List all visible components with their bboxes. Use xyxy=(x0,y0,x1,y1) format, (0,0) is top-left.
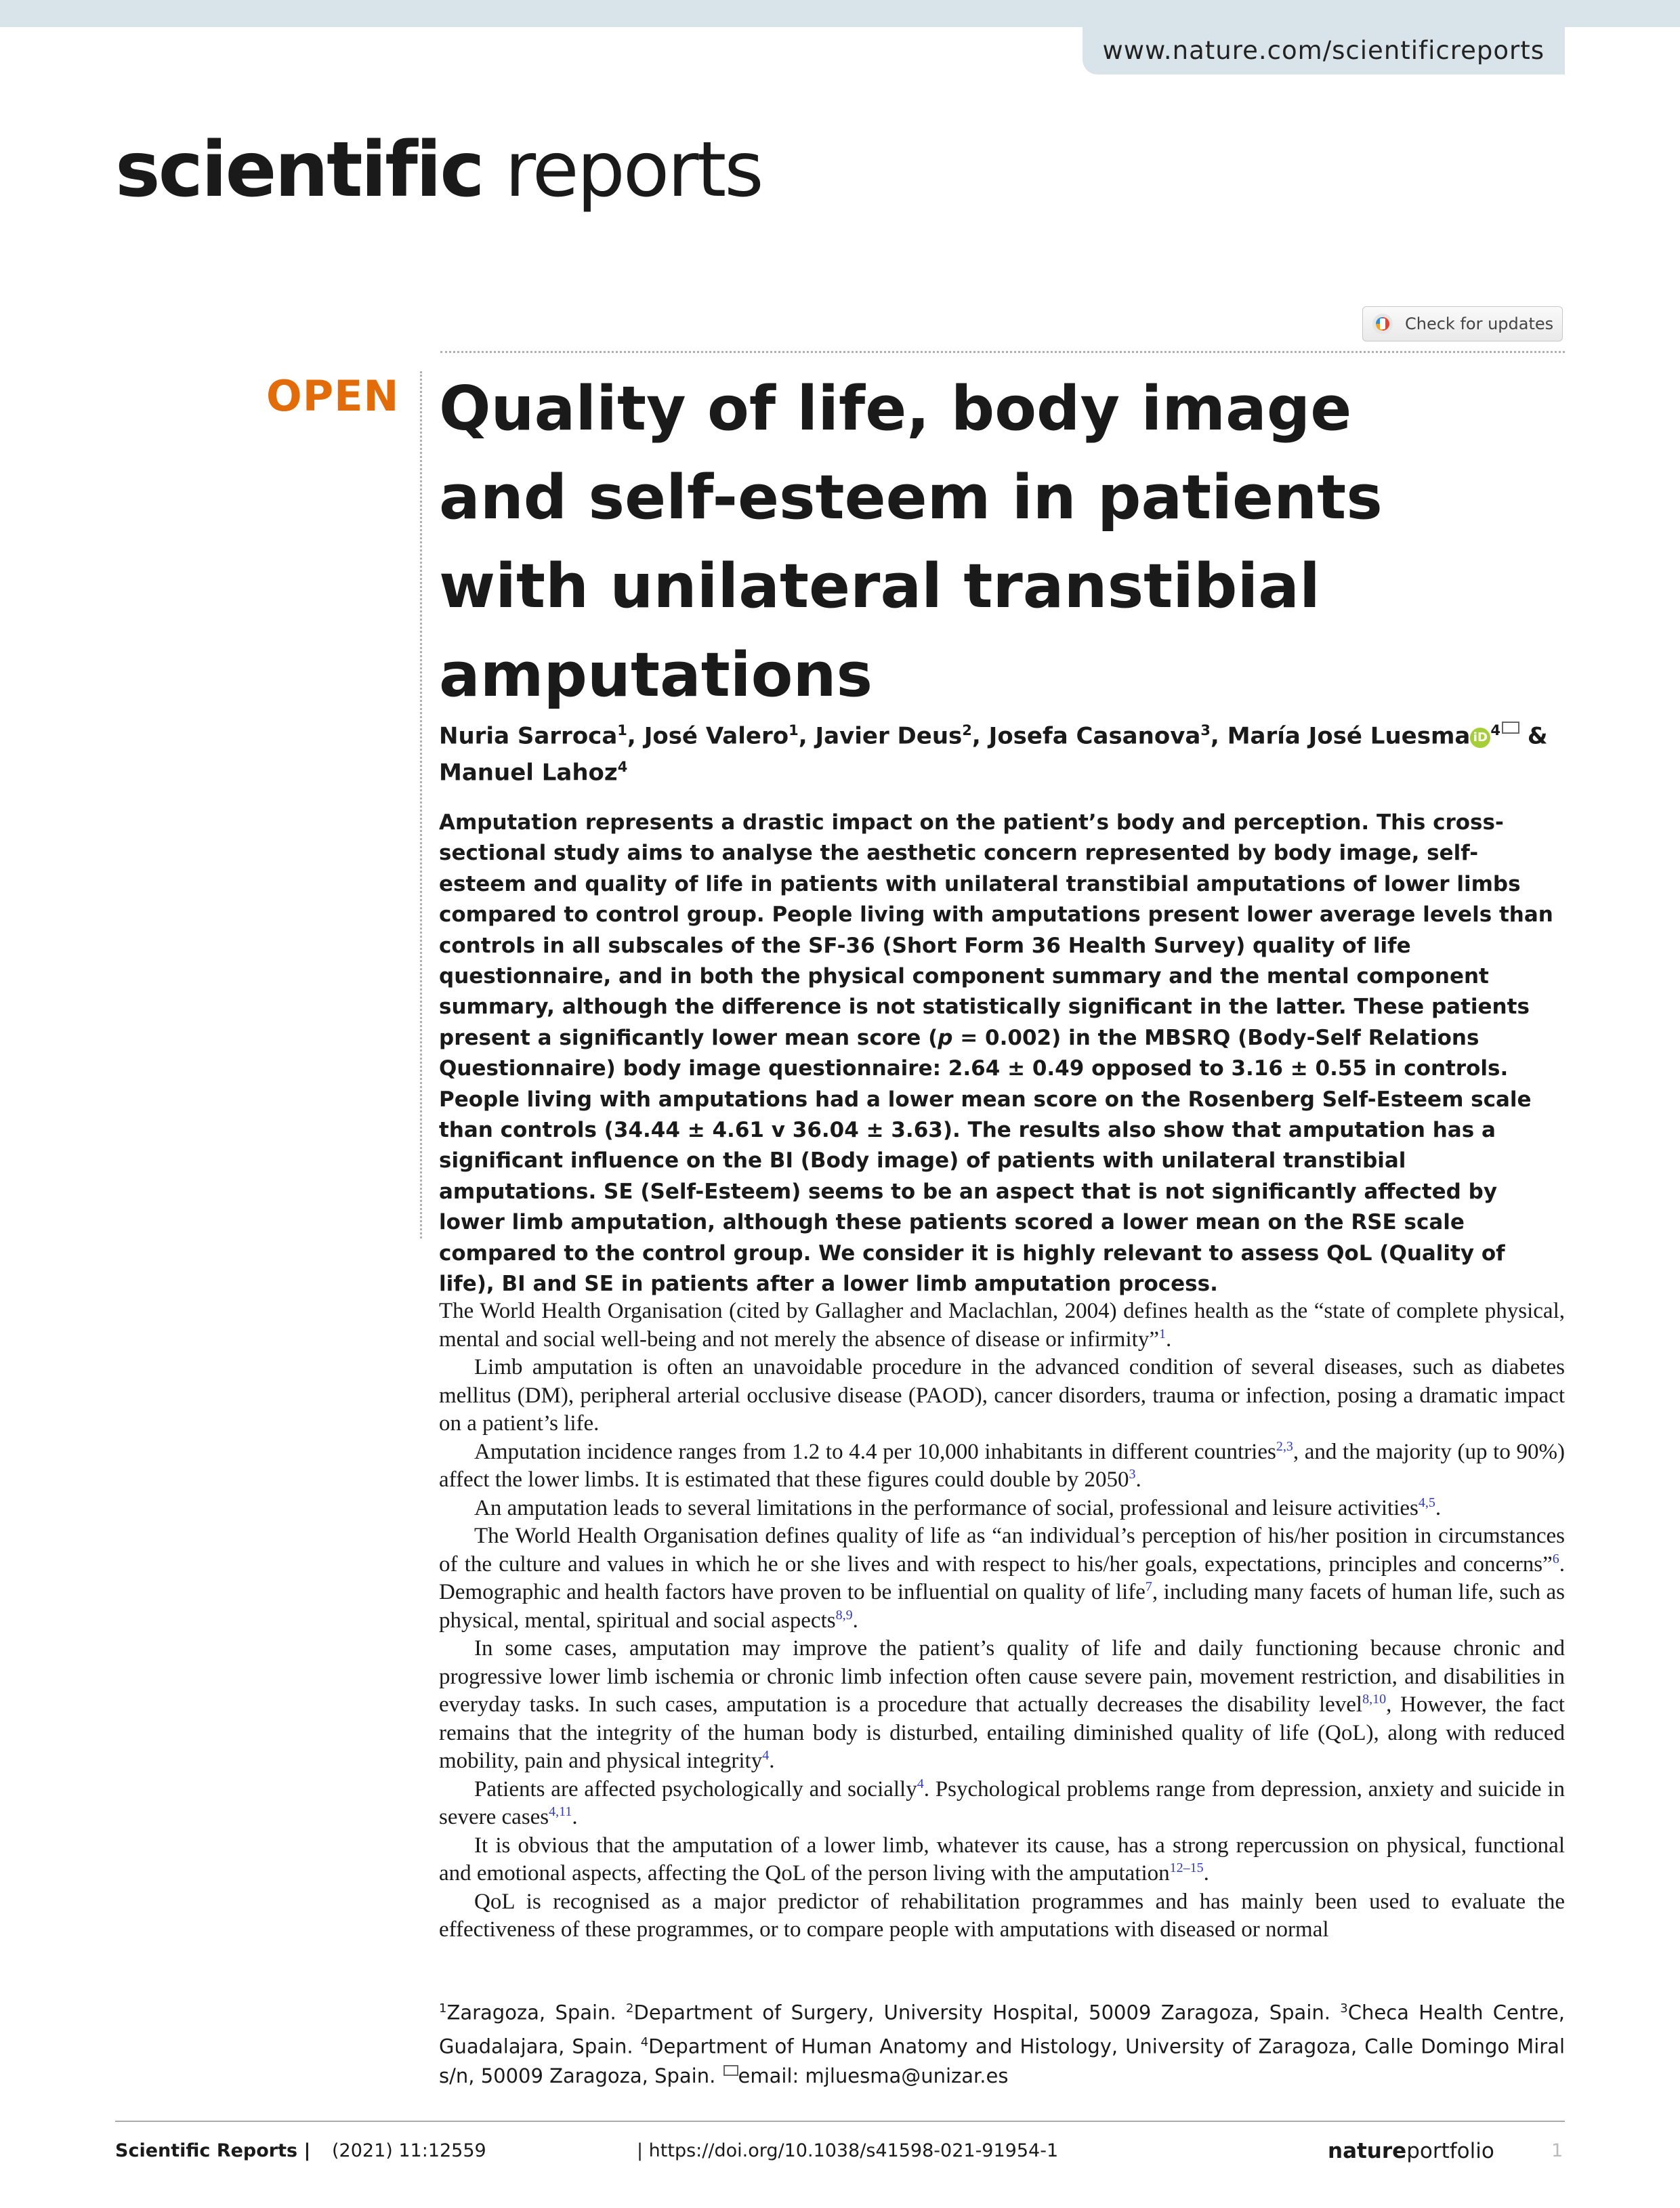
affiliation: Department of Surgery, University Hospital, 50009 Zaragoza, Spain. xyxy=(633,2001,1341,2024)
reference-link[interactable]: 8,10 xyxy=(1362,1692,1387,1707)
footer-doi[interactable]: | https://doi.org/10.1038/s41598-021-91954-1 xyxy=(637,2140,1059,2161)
body-text-segment: , and the majority (up to 90%) affect the lower limbs. It is estimated that these figures could double by 2050 xyxy=(439,1439,1565,1492)
footer-year-volume: (2021) 11:12559 xyxy=(332,2140,486,2161)
affiliations xyxy=(439,1994,1565,2091)
author-separator: , xyxy=(971,722,989,750)
title-divider xyxy=(420,371,422,1238)
reference-link[interactable]: 12–15 xyxy=(1169,1860,1204,1875)
body-paragraph xyxy=(439,1776,1565,1832)
author-separator: , xyxy=(627,722,644,750)
body-text-segment: Limb amputation is often an unavoidable procedure in the advanced condition of several diseases, such as diabetes mellitus (DM), peripheral arterial occlusive disease (PAOD), cancer disorders, trauma or infection, posing a dramatic impact on a patient’s life. xyxy=(439,1355,1565,1436)
reference-link[interactable]: 3 xyxy=(1129,1467,1136,1482)
author-separator: , xyxy=(798,722,816,750)
author-name[interactable]: Javier Deus xyxy=(815,722,963,750)
body-paragraph xyxy=(439,1522,1565,1635)
abstract xyxy=(439,808,1565,1300)
body-paragraph xyxy=(439,1438,1565,1495)
author-name[interactable]: Josefa Casanova xyxy=(988,722,1201,750)
reference-link[interactable]: 1 xyxy=(1158,1326,1166,1341)
p-value-symbol: p xyxy=(938,1025,953,1050)
publisher-light: portfolio xyxy=(1406,2139,1494,2163)
body-paragraph xyxy=(439,1888,1565,1944)
body-text-segment: . Demographic and health factors have proven to be influential on quality of life xyxy=(439,1551,1565,1604)
body-text-segment: The World Health Organisation (cited by Gallagher and Maclachlan, 2004) defines health as the “state of complete physical, mental and social well-being and not merely the absence of disease or infirmity” xyxy=(439,1299,1565,1352)
affiliation: Department of Human Anatomy and Histology, University of Zaragoza, Calle Domingo Miral s/n, 50009 Zaragoza, Spain. xyxy=(439,2035,1565,2088)
reference-link[interactable]: 7 xyxy=(1145,1579,1152,1594)
journal-brand xyxy=(115,126,762,214)
body-text-segment: . Psychological problems range from depression, anxiety and suicide in severe cases xyxy=(439,1776,1565,1829)
author-name[interactable]: José Valero xyxy=(644,722,789,750)
author-separator: & xyxy=(1519,722,1548,750)
affiliation: Zaragoza, Spain. xyxy=(446,2001,627,2024)
envelope-icon[interactable] xyxy=(1502,722,1519,734)
abstract-text: = 0.002) in the MBSRQ (Body-Self Relations Questionnaire) body image questionnaire: 2.64 ± 0.49 opposed to 3.16 ± 0.55 in controls. People living with amputations had a lower mean score on the Rosenberg Self-Esteem scale than controls (34.44 ± 4.61 v 36.04 ± 3.63). The results also show that amputation has a significant influence on the BI (Body image) of patients with unilateral transtibial amputations. SE (Self-Esteem) seems to be an aspect that is not significantly affected by lower limb amputation, although these patients scored a lower mean on the RSE scale compared to the control group. We consider it is highly relevant to assess QoL (Quality of life), BI and SE in patients after a lower limb amputation process. xyxy=(439,1025,1532,1297)
body-text-segment: In some cases, amputation may improve the patient’s quality of life and daily functioning because chronic and progressive lower limb ischemia or chronic limb infection often cause severe pain, movement restriction, and disabilities in everyday tasks. In such cases, amputation is a procedure that actually decreases the disability level xyxy=(439,1636,1565,1717)
author-name[interactable]: María José Luesma xyxy=(1227,722,1471,750)
author-name[interactable]: Manuel Lahoz xyxy=(439,759,618,787)
body-paragraph xyxy=(439,1354,1565,1438)
article-title: Quality of life, body image and self-esteem in patients with unilateral transtibial amputations xyxy=(439,373,1383,711)
author-affiliation: 3 xyxy=(1200,722,1211,738)
journal-url[interactable]: www.nature.com/scientificreports xyxy=(1083,27,1565,75)
body-text-segment: , However, the fact remains that the integrity of the human body is disturbed, entailing diminished quality of life (QoL), along with reduced mobility, pain and physical integrity xyxy=(439,1692,1565,1773)
brand-bold: scientific xyxy=(115,126,483,214)
affiliation: Checa Health Centre, Guadalajara, Spain. xyxy=(439,2001,1565,2058)
crossmark-icon xyxy=(1372,314,1393,334)
body-text-segment: . xyxy=(1135,1467,1141,1492)
body-text-segment: The World Health Organisation defines quality of life as “an individual’s perception of his/her position in circumstances of the culture and values in which he or she lives and with respect to his/her goals, expectations, principles and concerns” xyxy=(439,1524,1565,1577)
body-text-segment: . xyxy=(1203,1861,1209,1886)
author-affiliation: 4 xyxy=(617,759,628,776)
body-text-segment: . xyxy=(1435,1495,1442,1520)
affiliation-number: 2 xyxy=(626,2001,634,2016)
publisher-logo xyxy=(1328,2138,1494,2165)
footer-journal: Scientific Reports | xyxy=(115,2140,311,2161)
body-text-segment: Amputation incidence ranges from 1.2 to 4.4 per 10,000 inhabitants in different countries xyxy=(474,1439,1276,1464)
body-paragraph xyxy=(439,1297,1565,1354)
check-for-updates-label: Check for updates xyxy=(1405,314,1554,333)
envelope-icon xyxy=(723,2065,738,2076)
header-divider xyxy=(440,351,1565,353)
body-text-segment: Patients are affected psychologically and socially xyxy=(474,1776,917,1801)
reference-link[interactable]: 2,3 xyxy=(1276,1438,1293,1454)
body-paragraph xyxy=(439,1495,1565,1523)
open-access-label: OPEN xyxy=(266,371,400,421)
reference-link[interactable]: 4,5 xyxy=(1418,1495,1435,1510)
reference-link[interactable]: 8,9 xyxy=(835,1607,853,1623)
author-affiliation: 2 xyxy=(962,722,972,738)
top-bar xyxy=(0,0,1680,27)
orcid-icon[interactable]: iD xyxy=(1470,728,1490,748)
affiliation-number: 4 xyxy=(640,2035,649,2049)
author-affiliation: 4 xyxy=(1490,722,1500,738)
check-for-updates-button[interactable] xyxy=(1362,306,1563,341)
page-number: 1 xyxy=(1551,2140,1563,2161)
reference-link[interactable]: 4 xyxy=(917,1776,924,1791)
body-text-segment: . xyxy=(572,1805,578,1829)
reference-link[interactable]: 4,11 xyxy=(549,1804,572,1819)
corresponding-email[interactable]: email: mjluesma@unizar.es xyxy=(738,2064,1009,2088)
body-text-segment: . xyxy=(769,1749,775,1773)
body-text-segment: It is obvious that the amputation of a lower limb, whatever its cause, has a strong repercussion on physical, functional and emotional aspects, affecting the QoL of the person living with the amputation xyxy=(439,1833,1565,1886)
author-affiliation: 1 xyxy=(789,722,799,738)
affiliation-number: 1 xyxy=(439,2001,447,2016)
reference-link[interactable]: 6 xyxy=(1552,1551,1559,1566)
body-paragraph xyxy=(439,1832,1565,1888)
author-separator: , xyxy=(1210,722,1227,750)
footer-divider xyxy=(115,2121,1565,2122)
body-text-segment: , including many facets of human life, such as physical, mental, spiritual and social aspects xyxy=(439,1580,1565,1633)
body-paragraph xyxy=(439,1635,1565,1776)
author-name[interactable]: Nuria Sarroca xyxy=(439,722,618,750)
body-text-segment: QoL is recognised as a major predictor of rehabilitation programmes and has mainly been used to evaluate the effectiveness of these programmes, or to compare people with amputations with diseased or normal xyxy=(439,1889,1565,1942)
publisher-bold: nature xyxy=(1328,2139,1407,2163)
body-text-segment: . xyxy=(852,1608,858,1633)
affiliation-number: 3 xyxy=(1340,2001,1348,2016)
body-text-segment: . xyxy=(1165,1327,1172,1352)
abstract-text: Amputation represents a drastic impact on the patient’s body and perception. This cross-sectional study aims to analyse the aesthetic concern represented by body image, self-esteem and quality of life in patients with unilateral transtibial amputations of lower limbs compared to control group. People living with amputations present lower average levels than controls in all subscales of the SF-36 (Short Form 36 Health Survey) quality of life questionnaire, and in both the physical component summary and the mental component summary, although the difference is not statistically significant in the latter. These patients present a significantly lower mean score ( xyxy=(439,810,1553,1050)
body-text xyxy=(439,1297,1565,1944)
brand-light: reports xyxy=(482,126,762,214)
reference-link[interactable]: 4 xyxy=(762,1748,770,1763)
body-text-segment: An amputation leads to several limitations in the performance of social, professional and leisure activities xyxy=(474,1495,1419,1520)
author-affiliation: 1 xyxy=(617,722,627,738)
author-list xyxy=(439,715,1563,789)
